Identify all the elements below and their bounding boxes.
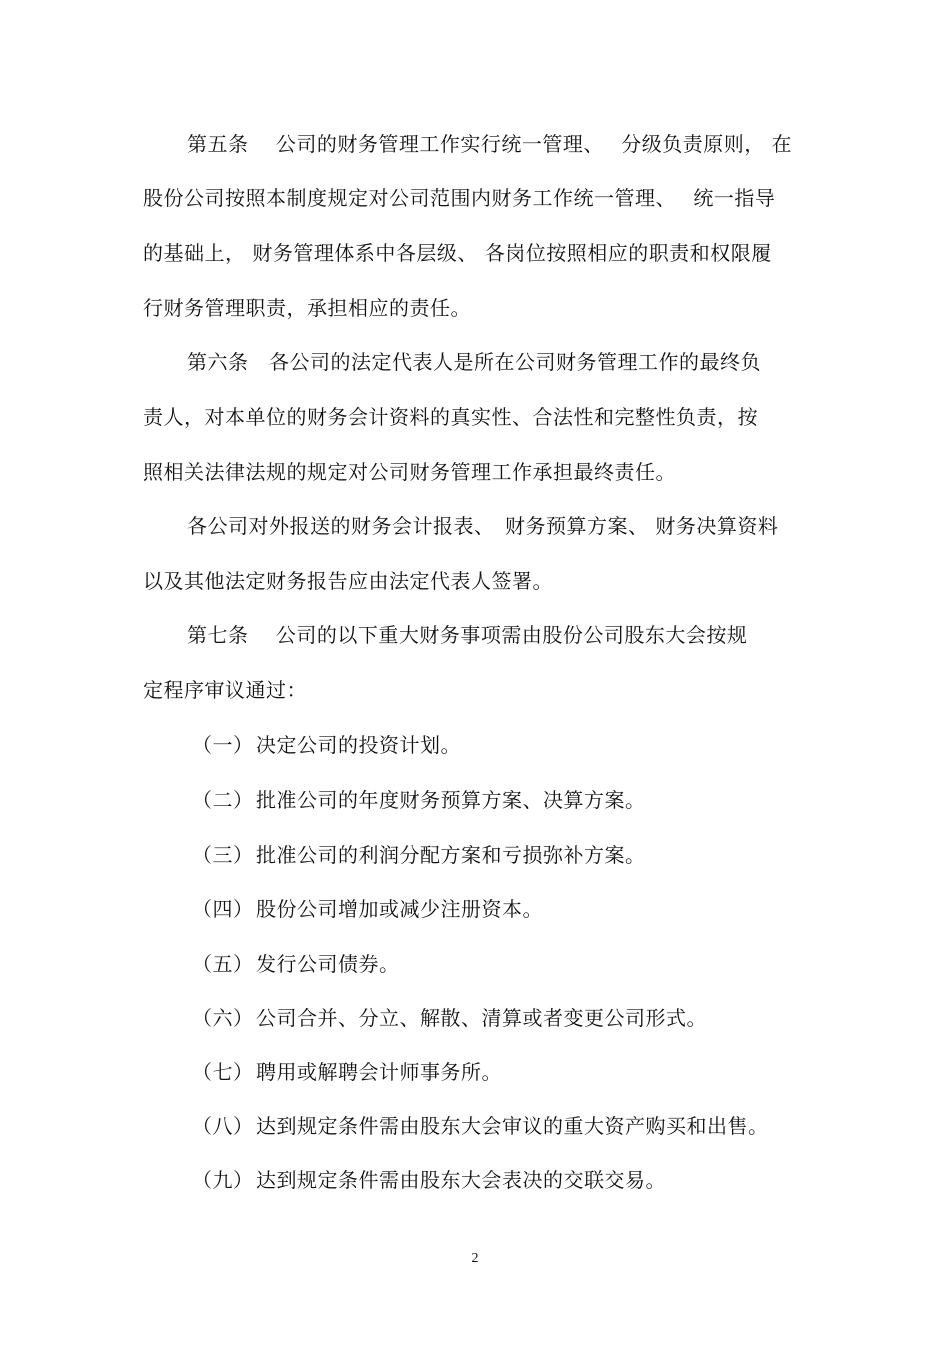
list-item-number: （七） <box>192 1060 254 1084</box>
article-6-para-2-line-2: 以及其他法定财务报告应由法定代表人签署。 <box>143 569 553 593</box>
list-item-number: （八） <box>192 1114 254 1138</box>
article-5-line-4: 行财务管理职责，承担相应的责任。 <box>143 296 471 320</box>
list-item-number: （二） <box>192 788 254 812</box>
list-item-text: 达到规定条件需由股东大会审议的重大资产购买和出售。 <box>256 1114 769 1138</box>
list-item-text: 批准公司的利润分配方案和亏损弥补方案。 <box>256 843 646 867</box>
article-5-line-1: 第五条 公司的财务管理工作实行统一管理、 分级负责原则， 在 <box>187 132 793 156</box>
list-item <box>192 1006 707 1030</box>
list-item <box>192 1060 502 1084</box>
list-item <box>192 952 400 976</box>
list-item-number: （九） <box>192 1168 254 1192</box>
list-item-number: （六） <box>192 1006 254 1030</box>
list-item-text: 公司合并、分立、解散、清算或者变更公司形式。 <box>256 1006 707 1030</box>
article-7-line-1: 第七条 公司的以下重大财务事项需由股份公司股东大会按规 <box>187 623 748 647</box>
list-item-number: （五） <box>192 952 254 976</box>
list-item-text: 股份公司增加或减少注册资本。 <box>256 897 543 921</box>
article-6-line-3: 照相关法律法规的规定对公司财务管理工作承担最终责任。 <box>143 460 676 484</box>
list-item-text: 批准公司的年度财务预算方案、决算方案。 <box>256 788 646 812</box>
article-6-line-2: 责人，对本单位的财务会计资料的真实性、合法性和完整性负责，按 <box>143 405 758 429</box>
list-item <box>192 733 461 757</box>
list-item-text: 决定公司的投资计划。 <box>256 733 461 757</box>
list-item-number: （一） <box>192 733 254 757</box>
article-5-line-3: 的基础上， 财务管理体系中各层级、 各岗位按照相应的职责和权限履 <box>143 241 772 265</box>
article-6-para-2-line-1: 各公司对外报送的财务会计报表、 财务预算方案、 财务决算资料 <box>187 514 779 538</box>
article-5-line-2: 股份公司按照本制度规定对公司范围内财务工作统一管理、 统一指导 <box>143 186 776 210</box>
list-item-number: （四） <box>192 897 254 921</box>
article-6-line-1: 第六条 各公司的法定代表人是所在公司财务管理工作的最终负 <box>187 350 761 374</box>
list-item <box>192 897 543 921</box>
list-item-text: 聘用或解聘会计师事务所。 <box>256 1060 502 1084</box>
list-item-text: 达到规定条件需由股东大会表决的交联交易。 <box>256 1168 666 1192</box>
article-7-line-2: 定程序审议通过： <box>143 678 307 702</box>
list-item-number: （三） <box>192 843 254 867</box>
list-item <box>192 843 646 867</box>
list-item <box>192 1168 666 1192</box>
list-item <box>192 1114 769 1138</box>
list-item <box>192 788 646 812</box>
list-item-text: 发行公司债券。 <box>256 952 400 976</box>
page-number: 2 <box>471 1251 479 1266</box>
